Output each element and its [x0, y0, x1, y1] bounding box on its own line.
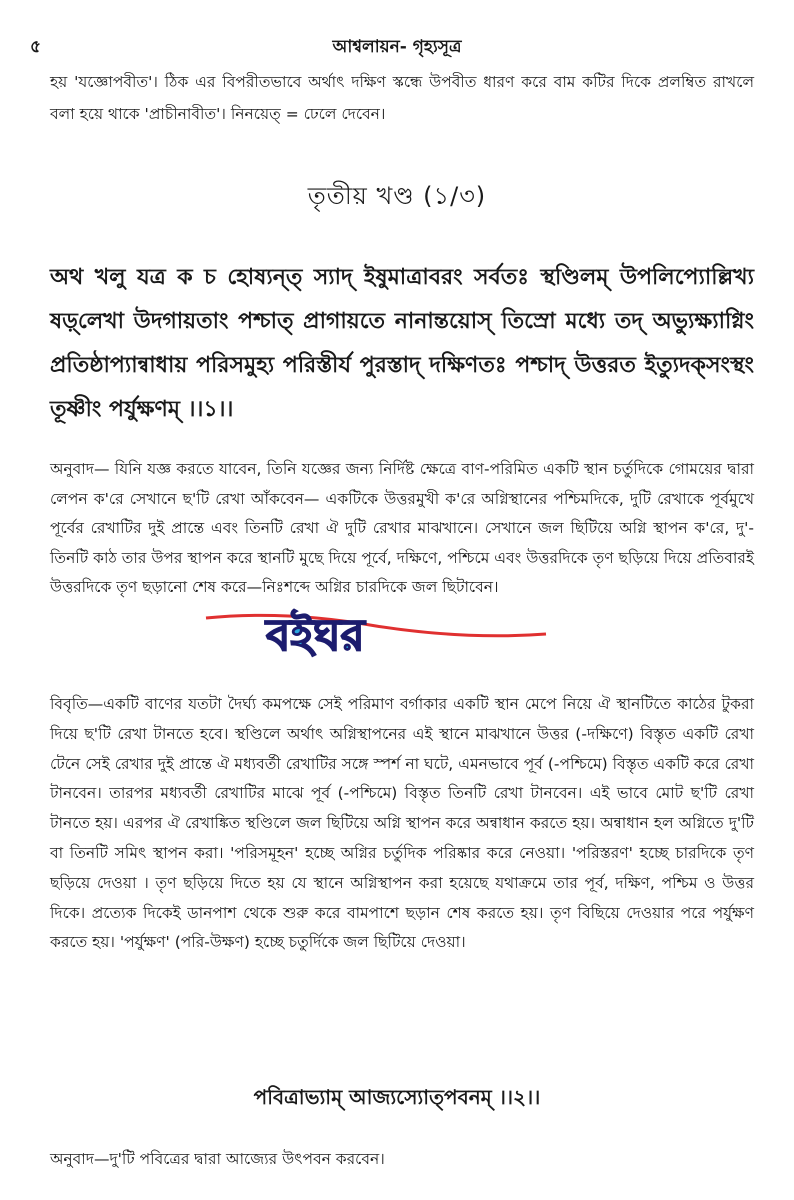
translation-paragraph-1: অনুবাদ— যিনি যজ্ঞ করতে যাবেন, তিনি যজ্ঞের জন্য নির্দিষ্ট ক্ষেত্রে বাণ-পরিমিত একটি স্থান চর্তুদিকে গোময়ের দ্বারা লেপন ক'রে সেখানে ছ'টি রেখা আঁকবেন— একটিকে উত্তরমুখী ক'রে অগ্নিস্থানের পশ্চিমদিকে, দুটি রেখাকে পূর্বমুখে পূর্বের রেখাটির দুই প্রান্তে এবং তিনটি রেখা ঐ দুটি রেখার মাঝখানে। সেখানে জল ছিটিয়ে অগ্নি স্থাপন ক'রে, দু'-তিনটি কাঠ তার উপর স্থাপন করে স্থানটি মুছে দিয়ে পূর্বে, দক্ষিণে, পশ্চিমে এবং উত্তরদিকে তৃণ ছড়িয়ে দিয়ে প্রতিবারই উত্তরদিকে তৃণ ছড়ানো শেষ করে—নিঃশব্দে অগ্নির চারদিকে জল ছিটাবেন। [50, 460, 754, 597]
sanskrit-sutra-2: পবিত্রাভ্যাম্ আজ্যস্যোত্‌পবনম্ ।।২।। [253, 1085, 541, 1109]
continuation-paragraph: হয় 'যজ্ঞোপবীত'। ঠিক এর বিপরীতভাবে অর্থাৎ দক্ষিণ স্কন্ধে উপবীত ধারণ করে বাম কটির দিকে প্রলম্বিত রাখলে বলা হয়ে থাকে 'প্রাচীনাবীত'। নিনয়েত্ = ঢেলে দেবেন। [50, 73, 754, 123]
commentary-paragraph: বিবৃতি—একটি বাণের যতটা দৈর্ঘ্য কমপক্ষে সেই পরিমাণ বর্গাকার একটি স্থান মেপে নিয়ে ঐ স্থানটিতে কাঠের টুকরা দিয়ে ছ'টি রেখা টানতে হবে। স্থণ্ডিলে অর্থাৎ অগ্নিস্থাপনের এই স্থানে মাঝখানে উত্তর (-দক্ষিণে) বিস্তৃত একটি রেখা টেনে সেই রেখার দুই প্রান্তে ঐ মধ্যবর্তী রেখাটির সঙ্গে স্পর্শ না ঘটে, এমনভাবে পূর্ব (-পশ্চিমে) বিস্তৃত একটি করে রেখা টানবেন। তারপর মধ্যবর্তী রেখাটির মাঝে পূর্ব (-পশ্চিমে) বিস্তৃত তিনটি রেখা টানবেন। এই ভাবে মোট ছ'টি রেখা টানতে হয়। এরপর ঐ রেখাঙ্কিত স্থণ্ডিলে জল ছিটিয়ে অগ্নি স্থাপন করে অন্বাধান করতে হয়। অন্বাধান হল অগ্নিতে দু'টি বা তিনটি সমিৎ স্থাপন করা। 'পরিসমূহন' হচ্ছে অগ্নির চর্তুদিক পরিষ্কার করে নেওয়া। 'পরিস্তরণ' হচ্ছে চারদিকে তৃণ ছড়িয়ে দেওয়া । তৃণ ছড়িয়ে দিতে হয় যে স্থানে অগ্নিস্থাপন করা হয়েছে যথাক্রমে তার পূর্ব, দক্ষিণ, পশ্চিম ও উত্তর দিকে। প্রত্যেক দিকেই ডানপাশ থেকে শুরু করে বামপাশে ছড়ান শেষ করতে হয়। তৃণ বিছিয়ে দেওয়ার পরে পর্যুক্ষণ করতে হয়। 'পর্যুক্ষণ' (পরি-উক্ষণ) হচ্ছে চতুর্দিকে জল ছিটিয়ে দেওয়া। [50, 695, 754, 952]
page-number: ৫ [30, 37, 42, 57]
sanskrit-sutra-1: অথ খলু যত্র ক চ হোষ্যন্ত্ স্যাদ্ ইষুমাত্রাবরং সর্বতঃ স্থণ্ডিলম্ উপলিপ্যোল্লিখ্য ষড়্‌লেখা উদগায়তাং পশ্চাত্ প্রাগায়তে নানান্তয়োস্ তিস্রো মধ্যে তদ্ অভ্যুক্ষ্যাগ্নিং প্রতিষ্ঠাপ্যান্বাধায় পরিসমুহ্য পরিস্তীর্য পুরস্তাদ্ দক্ষিণতঃ পশ্চাদ্ উত্তরত ইত্যুদক্‌সংস্থং তূষ্ণীং পর্যুক্ষণম্ ।।১।। [50, 265, 754, 422]
section-heading: তৃতীয় খণ্ড (১/৩) [307, 182, 487, 210]
watermark-feather-icon [206, 615, 546, 635]
running-title: আশ্বলায়ন- গৃহ্যসূত্র [332, 37, 462, 57]
running-header [30, 34, 764, 60]
translation-paragraph-2: অনুবাদ—দু'টি পবিত্রের দ্বারা আজ্যের উৎপবন করবেন। [50, 1150, 385, 1168]
watermark-text: বইঘর [266, 610, 365, 661]
